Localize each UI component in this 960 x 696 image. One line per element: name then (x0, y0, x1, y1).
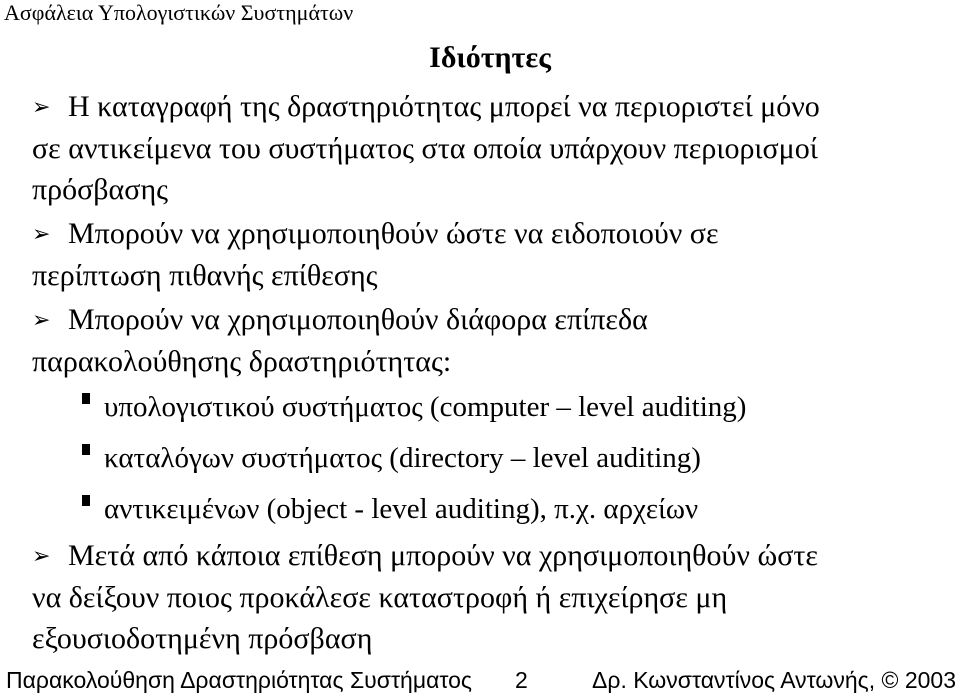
bullet-line: Μετά από κάποια επίθεση μπορούν να χρησιμοποιηθούν ώστε (68, 539, 819, 572)
bullet-line: Η καταγραφή της δραστηριότητας μπορεί να περιοριστεί μόνο (68, 90, 820, 123)
arrowhead-bullet-icon: ➢ (32, 544, 51, 569)
bullet-line: εξουσιοδοτημένη πρόσβαση (32, 622, 373, 655)
footer-topic: Παρακολούθηση Δραστηριότητας Συστήματος (6, 667, 473, 693)
square-bullet-icon (82, 393, 90, 404)
bullet-line: Μπορούν να χρησιμοποιηθούν ώστε να ειδοποιούν σε (68, 217, 719, 250)
sub-bullet-text: υπολογιστικού συστήματος (computer – level auditing) (104, 391, 747, 423)
square-bullet-icon (82, 495, 90, 506)
course-header: Ασφάλεια Υπολογιστικών Συστημάτων (4, 0, 354, 25)
bullet-line: πρόσβασης (32, 173, 169, 206)
bullet-item (32, 535, 942, 659)
bullet-item (32, 213, 942, 296)
bullet-item (32, 86, 942, 210)
slide-footer (0, 664, 960, 696)
arrowhead-bullet-icon: ➢ (32, 95, 51, 120)
sub-bullet-text: αντικειμένων (object - level auditing), π.χ. αρχείων (104, 493, 699, 525)
bullet-line: να δείξουν ποιος προκάλεσε καταστροφή ή επιχείρησε μη (32, 581, 728, 614)
bullet-item (32, 299, 942, 382)
bullet-line: σε αντικείμενα του συστήματος στα οποία υπάρχουν περιορισμοί (32, 132, 818, 165)
sub-bullet-item (32, 382, 942, 433)
bullet-line: παρακολούθησης δραστηριότητας: (32, 345, 452, 378)
sub-bullet-item (32, 484, 942, 535)
bullet-line: περίπτωση πιθανής επίθεσης (32, 259, 378, 292)
slide-title: Ιδιότητες (429, 41, 551, 74)
arrowhead-bullet-icon: ➢ (32, 308, 51, 333)
arrowhead-bullet-icon: ➢ (32, 222, 51, 247)
page-number: 2 (515, 667, 528, 693)
bullet-line: Μπορούν να χρησιμοποιηθούν διάφορα επίπεδα (68, 303, 648, 336)
bullet-list (32, 86, 942, 659)
sub-bullet-item (32, 433, 942, 484)
footer-author: Δρ. Κωνσταντίνος Αντωνής, © 2003 (592, 667, 956, 693)
sub-bullet-text: καταλόγων συστήματος (directory – level auditing) (104, 442, 701, 474)
square-bullet-icon (82, 444, 90, 455)
